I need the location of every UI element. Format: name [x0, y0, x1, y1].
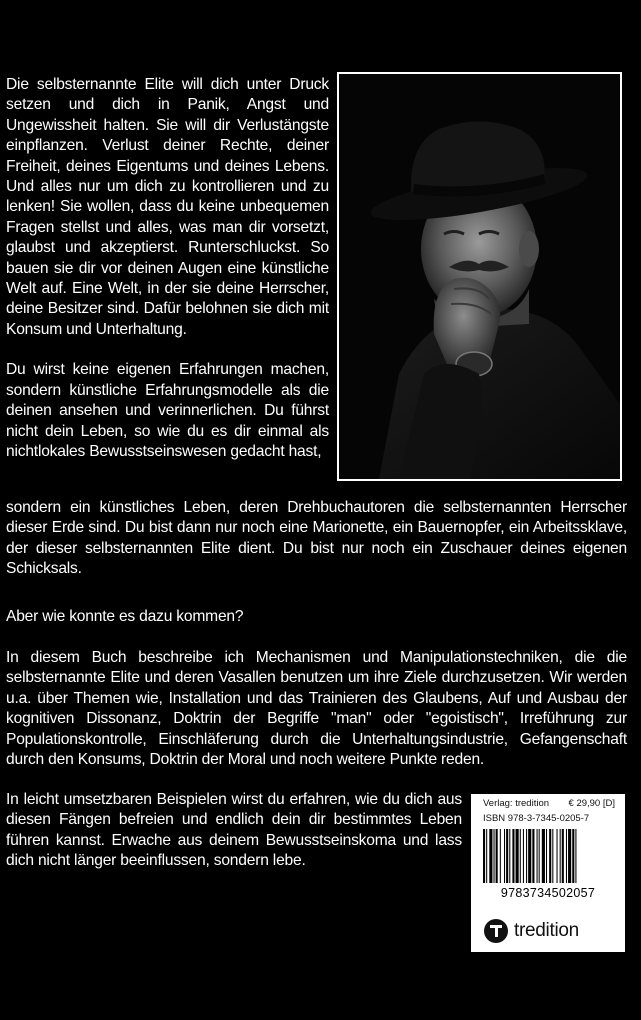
barcode-digits: 9783734502057	[500, 886, 596, 900]
barcode-bar	[539, 829, 540, 883]
barcode-bars	[483, 829, 615, 883]
barcode-box	[471, 794, 625, 952]
barcode-bar	[557, 829, 558, 883]
barcode-bar	[509, 829, 510, 883]
barcode-bar	[537, 829, 538, 883]
intro-paragraph-1: Die selbsternannte Elite will dich unter Druck setzen und dich in Panik, Angst und Ungewissheit halten. Sie will dir Verlustängste einpflanzen. Verlust deiner Rechte, deiner Freiheit, deines Eigentums und deines Lebens. Und alles nur um dich zu kontrollieren und zu lenken! Sie wollen, dass du keine unbequemen Fragen stellst und alles, was man dir vorsetzt, glaubst und akzeptierst. Runterschluckst. So bauen sie dir vor deinen Augen eine künstliche Welt auf. Eine Welt, in der sie deine Herrscher, deine Besitzer sind. Dafür belohnen sie dich mit Konsum und Unterhaltung.	[6, 76, 329, 338]
intro-text	[6, 75, 329, 462]
tredition-logo-icon	[484, 919, 508, 943]
closing-text: In leicht umsetzbaren Beispielen wirst du erfahren, wie du dich aus diesen Fängen befreien und endlich dein dir bestimmtes Leben führen kannst. Erwache aus deinem Bewusstseinskoma und lass dich nicht länger beeinflussen, sondern lebe.	[6, 791, 462, 870]
intro-paragraph-2: Du wirst keine eigenen Erfahrungen machen, sondern künstliche Erfahrungsmodelle als die deinen ansehen und verinnerlichen. Du führst nicht dein Leben, so wie du es dir einmal als nichtlokales Bewusstseinswesen gedacht hast,	[6, 361, 329, 460]
barcode-bar	[496, 829, 498, 883]
barcode-bar	[562, 829, 564, 883]
barcode-bar	[546, 829, 547, 883]
barcode-bar	[504, 829, 505, 883]
publisher-logo-text: tredition	[514, 920, 579, 941]
barcode-bar	[568, 829, 571, 883]
barcode-bar	[500, 829, 501, 883]
barcode-bar	[560, 829, 561, 883]
barcode-bar	[552, 829, 553, 883]
barcode-bar	[520, 829, 521, 883]
barcode-bar	[549, 829, 551, 883]
isbn-label: ISBN 978-3-7345-0205-7	[483, 813, 590, 824]
barcode-bar	[483, 829, 485, 883]
author-photo	[337, 72, 622, 481]
author-portrait-image	[339, 74, 620, 479]
barcode-bar	[542, 829, 545, 883]
publisher-label: Verlag: tredition	[483, 798, 550, 809]
barcode-bar	[566, 829, 567, 883]
question-text: Aber wie konnte es dazu kommen?	[6, 608, 244, 625]
publisher-logo	[484, 918, 579, 944]
barcode-bar	[572, 829, 574, 883]
barcode-bar	[494, 829, 495, 883]
barcode-bar	[506, 829, 508, 883]
barcode-bar	[532, 829, 534, 883]
barcode-bar	[523, 829, 524, 883]
price-label: € 29,90 [D]	[568, 798, 615, 809]
barcode-bar	[575, 829, 576, 883]
barcode-bar	[526, 829, 527, 883]
barcode-bar	[489, 829, 492, 883]
barcode-bar	[486, 829, 487, 883]
barcode-bar	[516, 829, 519, 883]
mechanisms-text: In diesem Buch beschreibe ich Mechanismen und Manipulationstechniken, die die selbsternannte Elite und deren Vasallen benutzen um ihre Ziele durchzusetzen. Wir werden u.a. über Themen wie, Installation und das Trainieren des Glaubens, Auf und Ausbau der kognitiven Dissonanz, Doktrin der Begriffe "man" oder "egoistisch", Irreführung zur Populationskontrolle, Einschläferung durch die Unterhaltungsindustrie, Gefangenschaft durch den Konsums, Doktrin der Moral und noch weitere Punkte reden.	[6, 649, 627, 769]
continuation-text: sondern ein künstliches Leben, deren Drehbuchautoren die selbsternannten Herrscher dieser Erde sind. Du bist dann nur noch eine Marionette, ein Bauernopfer, ein Arbeitssklave, der dieser selbsternannten Elite dient. Du bist nur noch ein Zuschauer deines eigenen Schicksals.	[6, 499, 627, 578]
barcode-bar	[528, 829, 531, 883]
barcode-bar	[512, 829, 514, 883]
